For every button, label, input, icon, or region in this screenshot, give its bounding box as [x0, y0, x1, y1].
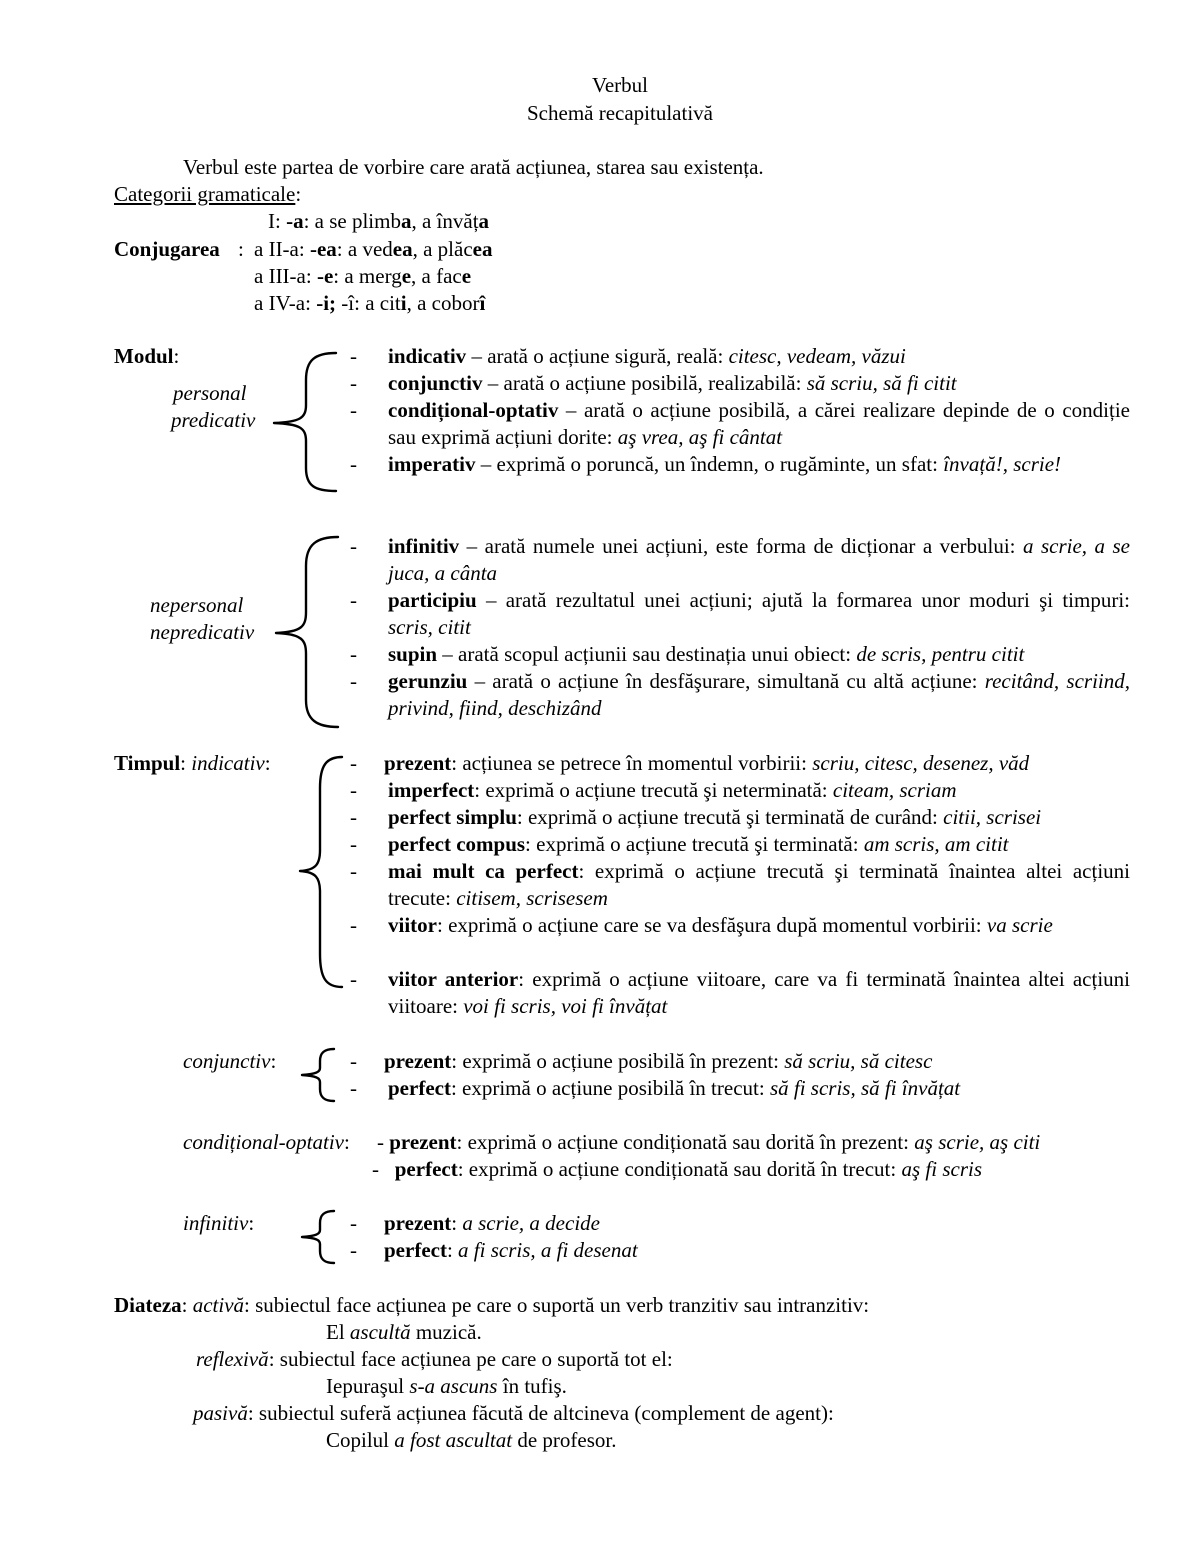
conditional-item: - prezent: exprimă o acțiune condiționată sau dorită în prezent: aş scrie, aş citi: [377, 1130, 1041, 1154]
voice-reflexive-example: Iepuraşul s-a ascuns în tufiş.: [326, 1374, 567, 1398]
nepredicativ-label: nepredicativ: [150, 620, 255, 644]
conditional-item: - perfect: exprimă o acțiune condiționată sau dorită în trecut: aş fi scris: [372, 1157, 982, 1181]
conjunctiv-tense-label: conjunctiv:: [183, 1049, 277, 1073]
tense-item: - perfect: a fi scris, a fi desenat: [350, 1238, 638, 1262]
conjugation-label: Conjugarea: [114, 237, 220, 261]
mood-item: - infinitiv – arată numele unei acțiuni, este forma de dicționar a verbului: a scrie, a se juca, a cânta: [350, 534, 1130, 585]
mood-item: - gerunziu – arată o acțiune în desfăşurare, simultană cu altă acțiune: recitând, scriind, privind, fiind, deschizând: [350, 669, 1130, 720]
conjunctiv-brace-icon: [298, 1046, 338, 1104]
tense-item: - prezent: acțiunea se petrece în momentul vorbirii: scriu, citesc, desenez, văd: [350, 751, 1030, 775]
tense-item: - imperfect: exprimă o acțiune trecută şi neterminată: citeam, scriam: [350, 778, 957, 802]
tense-item: - viitor anterior: exprimă o acțiune viitoare, care va fi terminată înaintea altei acțiuni viitoare: voi fi scris, voi fi învățat: [350, 967, 1130, 1018]
categories-heading: Categorii gramaticale:: [114, 182, 302, 206]
voice-passive-example: Copilul a fost ascultat de profesor.: [326, 1428, 617, 1452]
personal-brace-icon: [270, 350, 340, 495]
personal-label: personal: [173, 381, 247, 405]
mood-item: - indicativ – arată o acțiune sigură, reală: citesc, vedeam, văzui: [350, 344, 906, 368]
voice-reflexive: reflexivă: subiectul face acțiunea pe care o suportă tot el:: [196, 1347, 673, 1371]
tense-item: - viitor: exprimă o acțiune care se va desfăşura după momentul vorbirii: va scrie: [350, 913, 1053, 937]
page-subtitle: Schemă recapitulativă: [527, 101, 713, 125]
tense-item: - perfect compus: exprimă o acțiune trecută şi terminată: am scris, am citit: [350, 832, 1009, 856]
conjugation-row: I: -a: a se plimba, a învăța: [268, 209, 490, 233]
mood-item: - participiu – arată rezultatul unei acțiuni; ajută la formarea unor moduri şi timpuri: scris, citit: [350, 588, 1130, 639]
voice-passive: pasivă: subiectul suferă acțiunea făcută de altcineva (complement de agent):: [193, 1401, 834, 1425]
predicativ-label: predicativ: [171, 408, 256, 432]
tense-item: - perfect: exprimă o acțiune posibilă în trecut: să fi scris, să fi învățat: [350, 1076, 961, 1100]
indicativ-brace-icon: [296, 754, 346, 990]
mood-item: - imperativ – exprimă o poruncă, un îndemn, o rugăminte, un sfat: învață!, scrie!: [350, 452, 1062, 476]
tense-item: - prezent: exprimă o acțiune posibilă în prezent: să scriu, să citesc: [350, 1049, 933, 1073]
mood-item: - condițional-optativ – arată o acțiune posibilă, a cărei realizare depinde de o condiție sau exprimă acțiuni dorite: aş vrea, aş fi cântat: [350, 398, 1130, 449]
tense-label: Timpul: indicativ:: [114, 751, 271, 775]
conjugation-colon: :: [238, 237, 244, 261]
conjugation-row: a II-a: -ea: a vedea, a plăcea: [254, 237, 493, 261]
voice-active-example: El ascultă muzică.: [326, 1320, 482, 1344]
infinitiv-brace-icon: [298, 1208, 338, 1266]
conjugation-row: a IV-a: -i; -î: a citi, a coborî: [254, 291, 486, 315]
tense-item: - prezent: a scrie, a decide: [350, 1211, 600, 1235]
mood-item: - conjunctiv – arată o acțiune posibilă, realizabilă: să scriu, să fi citit: [350, 371, 957, 395]
conditional-tense-label: condițional-optativ:: [183, 1130, 350, 1154]
mood-item: - supin – arată scopul acțiunii sau destinația unui obiect: de scris, pentru citit: [350, 642, 1025, 666]
mood-label: Modul:: [114, 344, 180, 368]
conjugation-row: a III-a: -e: a merge, a face: [254, 264, 472, 288]
infinitiv-tense-label: infinitiv:: [183, 1211, 255, 1235]
impersonal-brace-icon: [272, 534, 342, 730]
nepersonal-label: nepersonal: [150, 593, 244, 617]
voice-active: Diateza: activă: subiectul face acțiunea pe care o suportă un verb tranzitiv sau intranzitiv:: [114, 1293, 870, 1317]
page-title: Verbul: [592, 73, 648, 97]
verb-definition: Verbul este partea de vorbire care arată acțiunea, starea sau existența.: [183, 155, 764, 179]
tense-item: - perfect simplu: exprimă o acțiune trecută şi terminată de curând: citii, scrisei: [350, 805, 1042, 829]
tense-item: - mai mult ca perfect: exprimă o acțiune trecută şi terminată înaintea altei acțiuni trecute: citisem, scrisesem: [350, 859, 1130, 910]
